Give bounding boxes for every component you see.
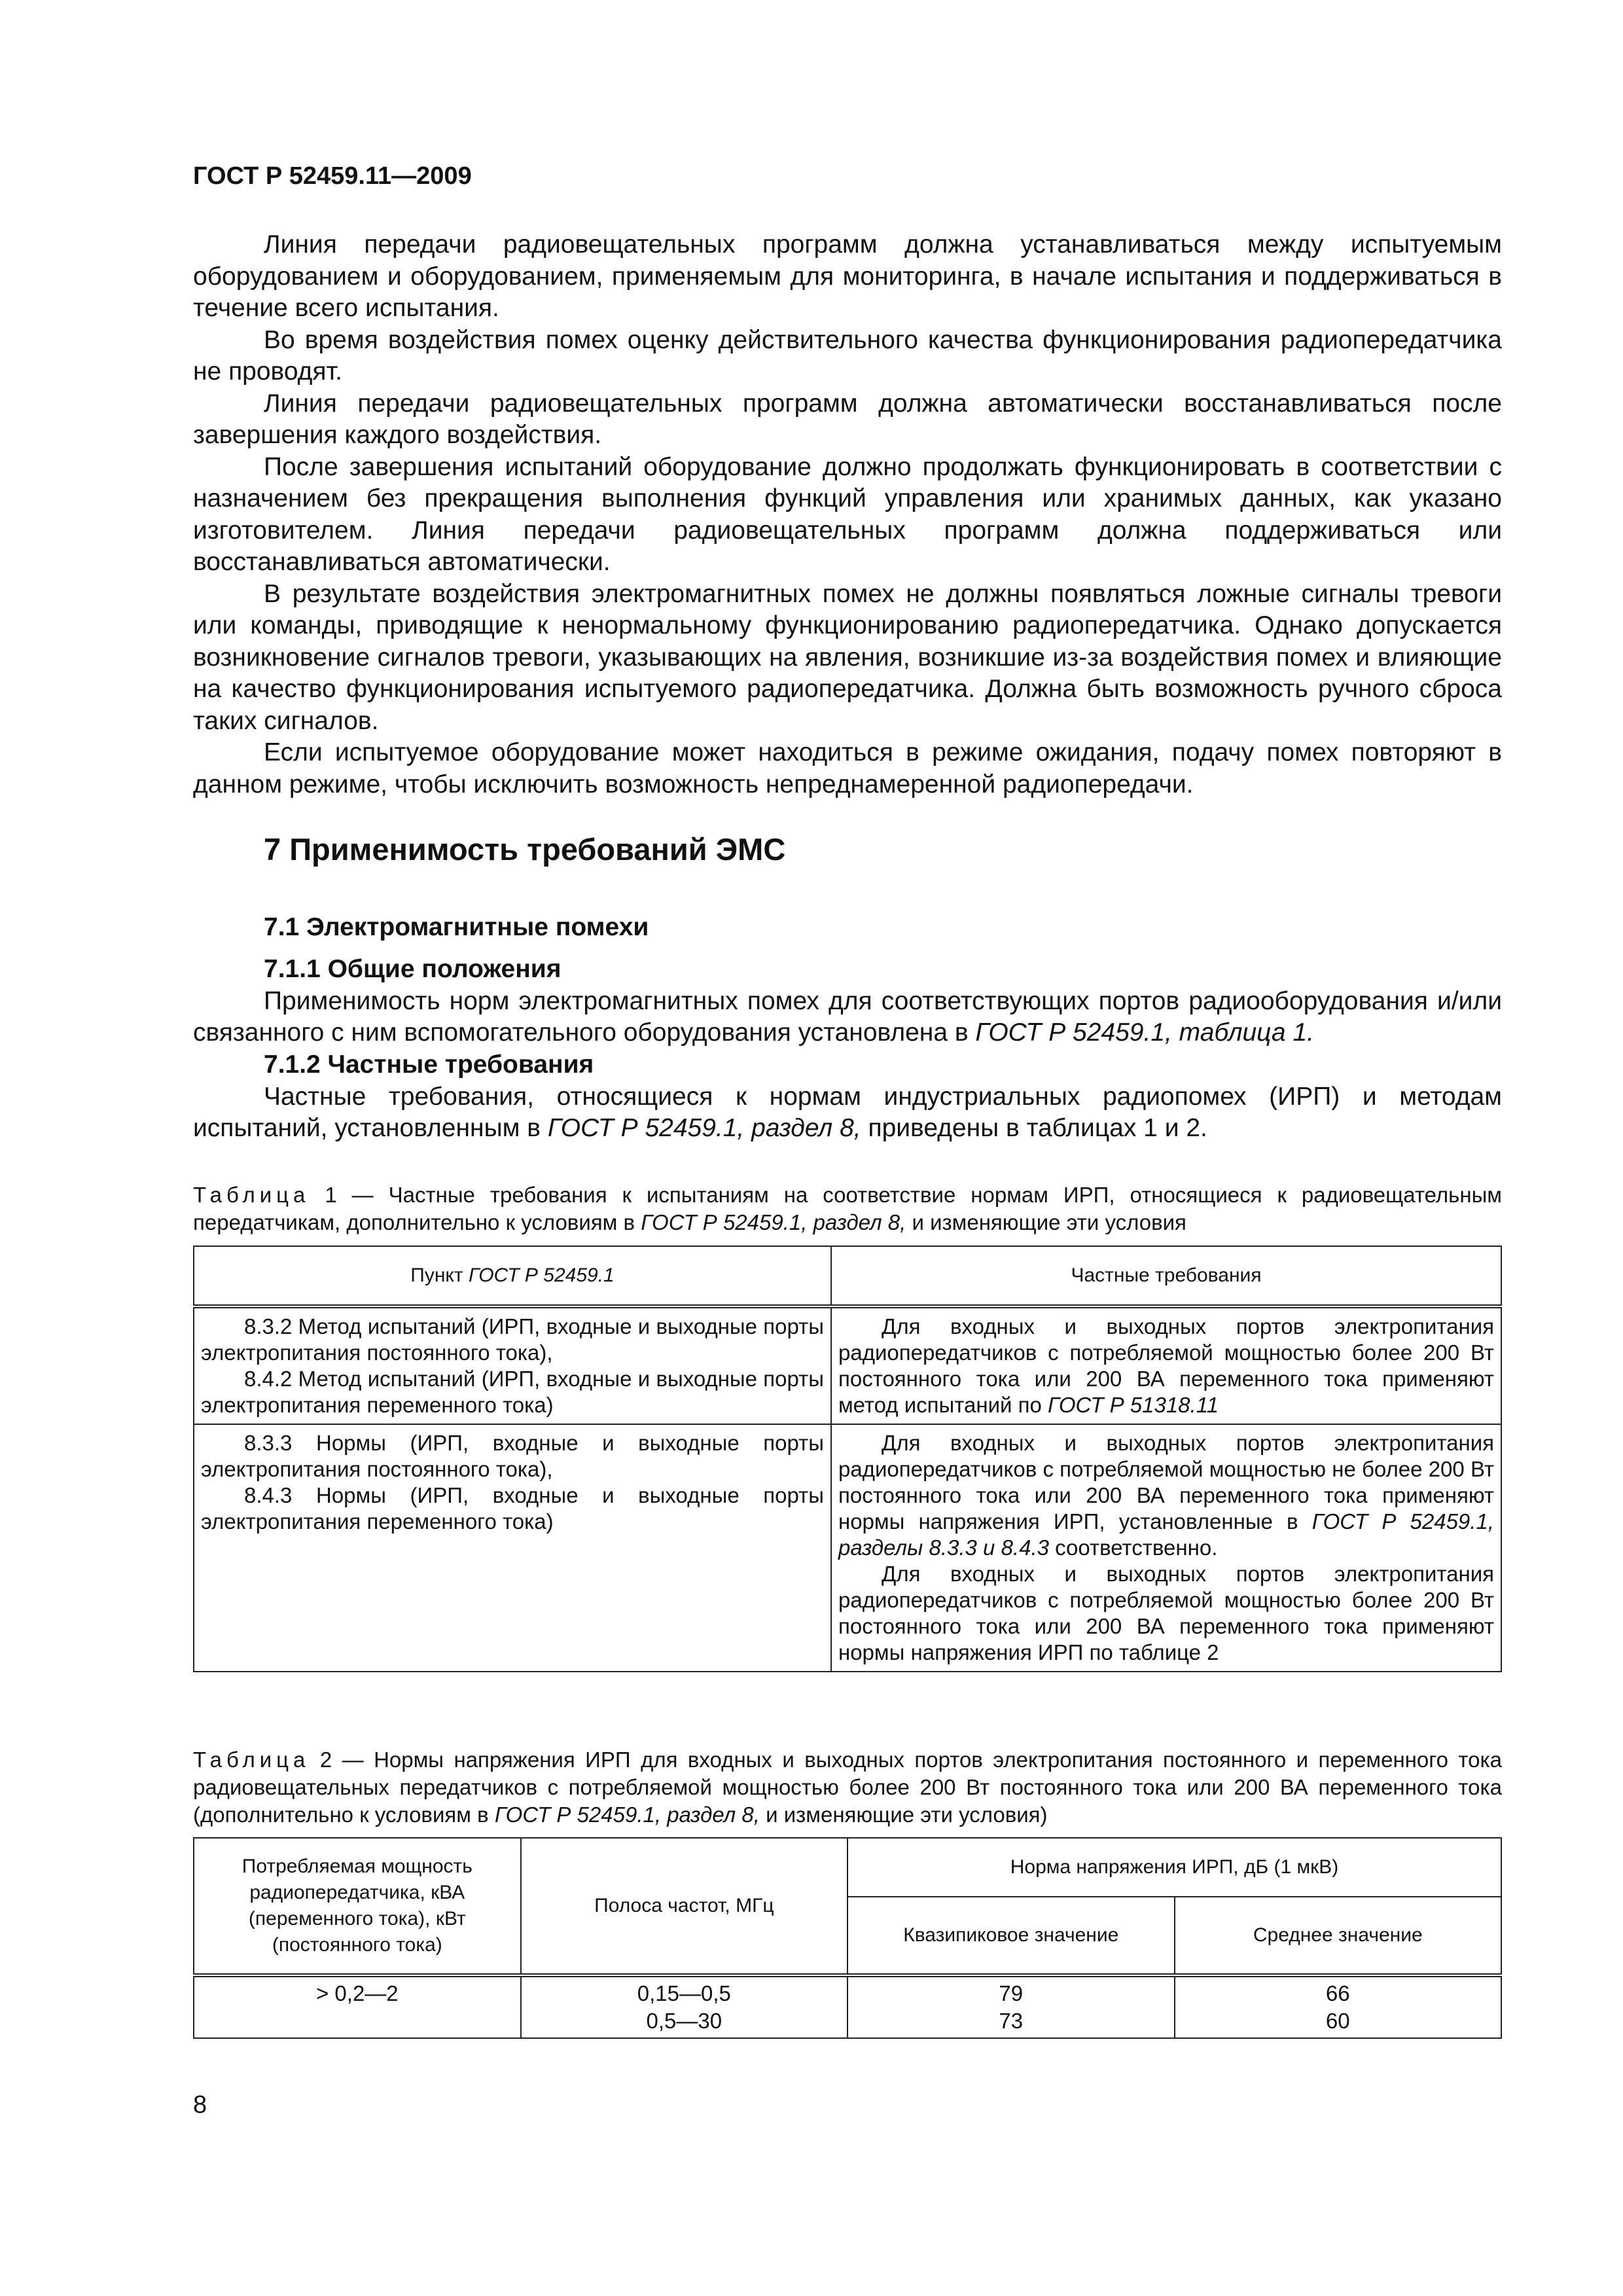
gost-reference: ГОСТ Р 52459.1, таблица 1. [975,1018,1314,1047]
section-7-1-2 [193,1049,1502,1145]
paragraph: Если испытуемое оборудование может находиться в режиме ожидания, подачу помех повторяют в данном режиме, чтобы исключить возможность непреднамеренной радиопередачи. [193,738,1502,798]
column-header: Полоса частот, МГц [521,1838,847,1975]
table-1 [193,1246,1502,1672]
paragraph: Во время воздействия помех оценку действительного качества функционирования радиопередатчика не проводят. [193,325,1502,386]
table-row [194,1975,1501,2038]
document-header: ГОСТ Р 52459.11—2009 [193,162,472,190]
section-7-1-1-title: 7.1.1 Общие положения [264,955,562,983]
paragraph: Линия передачи радиовещательных программ должна устанавливаться между испытуемым оборудованием и оборудованием, применяемым для мониторинга, в начале испытания и поддерживаться в течение всего испытания. [193,230,1502,322]
column-header: Потребляемая мощность радиопередатчика, кВА (переменного тока), кВт (постоянного тока) [194,1838,521,1975]
column-header: Квазипиковое значение [847,1897,1175,1975]
table-cell: 66 60 [1175,1975,1501,2038]
column-header: Пункт ГОСТ Р 52459.1 [194,1246,831,1306]
page-number: 8 [193,2091,207,2119]
section-7-title: 7 Применимость требований ЭМС [264,832,786,867]
table-2 [193,1837,1502,2039]
table-row [194,1424,1501,1672]
table-2-caption: Таблица 2 — Нормы напряжения ИРП для входных и выходных портов электропитания постоянного и переменного тока радиовещательных передатчиков с потребляемой мощностью более 200 Вт постоянного тока или 200 ВА переменного тока (дополнительно к условиям в ГОСТ Р 52459.1, раздел 8, и изменяющие эти условия) [193,1748,1502,1827]
section-7-1-1 [193,954,1502,1049]
section-7-1-2-title: 7.1.2 Частные требования [264,1050,594,1079]
table-cell: 0,15—0,5 0,5—30 [521,1975,847,2038]
table-cell: 79 73 [847,1975,1175,2038]
section-7-1-2-text: Частные требования, относящиеся к нормам индустриальных радиопомех (ИРП) и методам испытаний, установленным в ГОСТ Р 52459.1, раздел 8, приведены в таблицах 1 и 2. [193,1082,1502,1142]
table-1-caption: Таблица 1 — Частные требования к испытаниям на соответствие нормам ИРП, относящиеся к радиовещательным передатчикам, дополнительно к условиям в ГОСТ Р 52459.1, раздел 8, и изменяющие эти условия [193,1183,1502,1234]
table-cell: > 0,2—2 [194,1975,521,2038]
paragraph: В результате воздействия электромагнитных помех не должны появляться ложные сигналы тревоги или команды, приводящие к ненормальному функционированию радиопередатчика. Однако допускается возникновение сигналов тревоги, указывающих на явления, возникшие из-за воздействия помех и влияющие на качество функционирования испытуемого радиопередатчика. Должна быть возможность ручного сброса таких сигналов. [193,579,1502,735]
column-header: Среднее значение [1175,1897,1501,1975]
table-header-row [194,1246,1501,1306]
column-header: Норма напряжения ИРП, дБ (1 мкВ) [847,1838,1501,1897]
table-cell: 8.3.3 Нормы (ИРП, входные и выходные порты электропитания постоянного тока), 8.4.3 Нормы (ИРП, входные и выходные порты электропитания переменного тока) [194,1424,831,1672]
section-7-1-title: 7.1 Электромагнитные помехи [264,913,649,941]
table-cell: Для входных и выходных портов электропитания радиопередатчиков с потребляемой мощностью более 200 Вт постоянного тока или 200 ВА переменного тока применяют метод испытаний по ГОСТ Р 51318.11 [831,1306,1501,1424]
body-paragraphs [193,229,1502,800]
paragraph: После завершения испытаний оборудование должно продолжать функционировать в соответствии с назначением без прекращения выполнения функций управления или хранимых данных, как указано изготовителем. Линия передачи радиовещательных программ должна поддерживаться или восстанавливаться автоматически. [193,452,1502,576]
table-row [194,1306,1501,1424]
table-cell: Для входных и выходных портов электропитания радиопередатчиков с потребляемой мощностью не более 200 Вт постоянного тока или 200 ВА переменного тока применяют нормы напряжения ИРП, установленные в ГОСТ Р 52459.1, разделы 8.3.3 и 8.4.3 соответственно. Для входных и выходных портов электропитания радиопередатчиков с потребляемой мощностью более 200 Вт постоянного тока или 200 ВА переменного тока применяют нормы напряжения ИРП по таблице 2 [831,1424,1501,1672]
column-header: Частные требования [831,1246,1501,1306]
section-7-1-1-text: Применимость норм электромагнитных помех для соответствующих портов радиооборудования и/или связанного с ним вспомогательного оборудования установлена в ГОСТ Р 52459.1, таблица 1. [193,986,1502,1047]
paragraph: Линия передачи радиовещательных программ должна автоматически восстанавливаться после завершения каждого воздействия. [193,389,1502,449]
table-cell: 8.3.2 Метод испытаний (ИРП, входные и выходные порты электропитания постоянного тока), 8.4.2 Метод испытаний (ИРП, входные и выходные порты электропитания переменного тока) [194,1306,831,1424]
gost-reference: ГОСТ Р 52459.1, раздел 8, [547,1114,861,1142]
table-header-row [194,1838,1501,1897]
